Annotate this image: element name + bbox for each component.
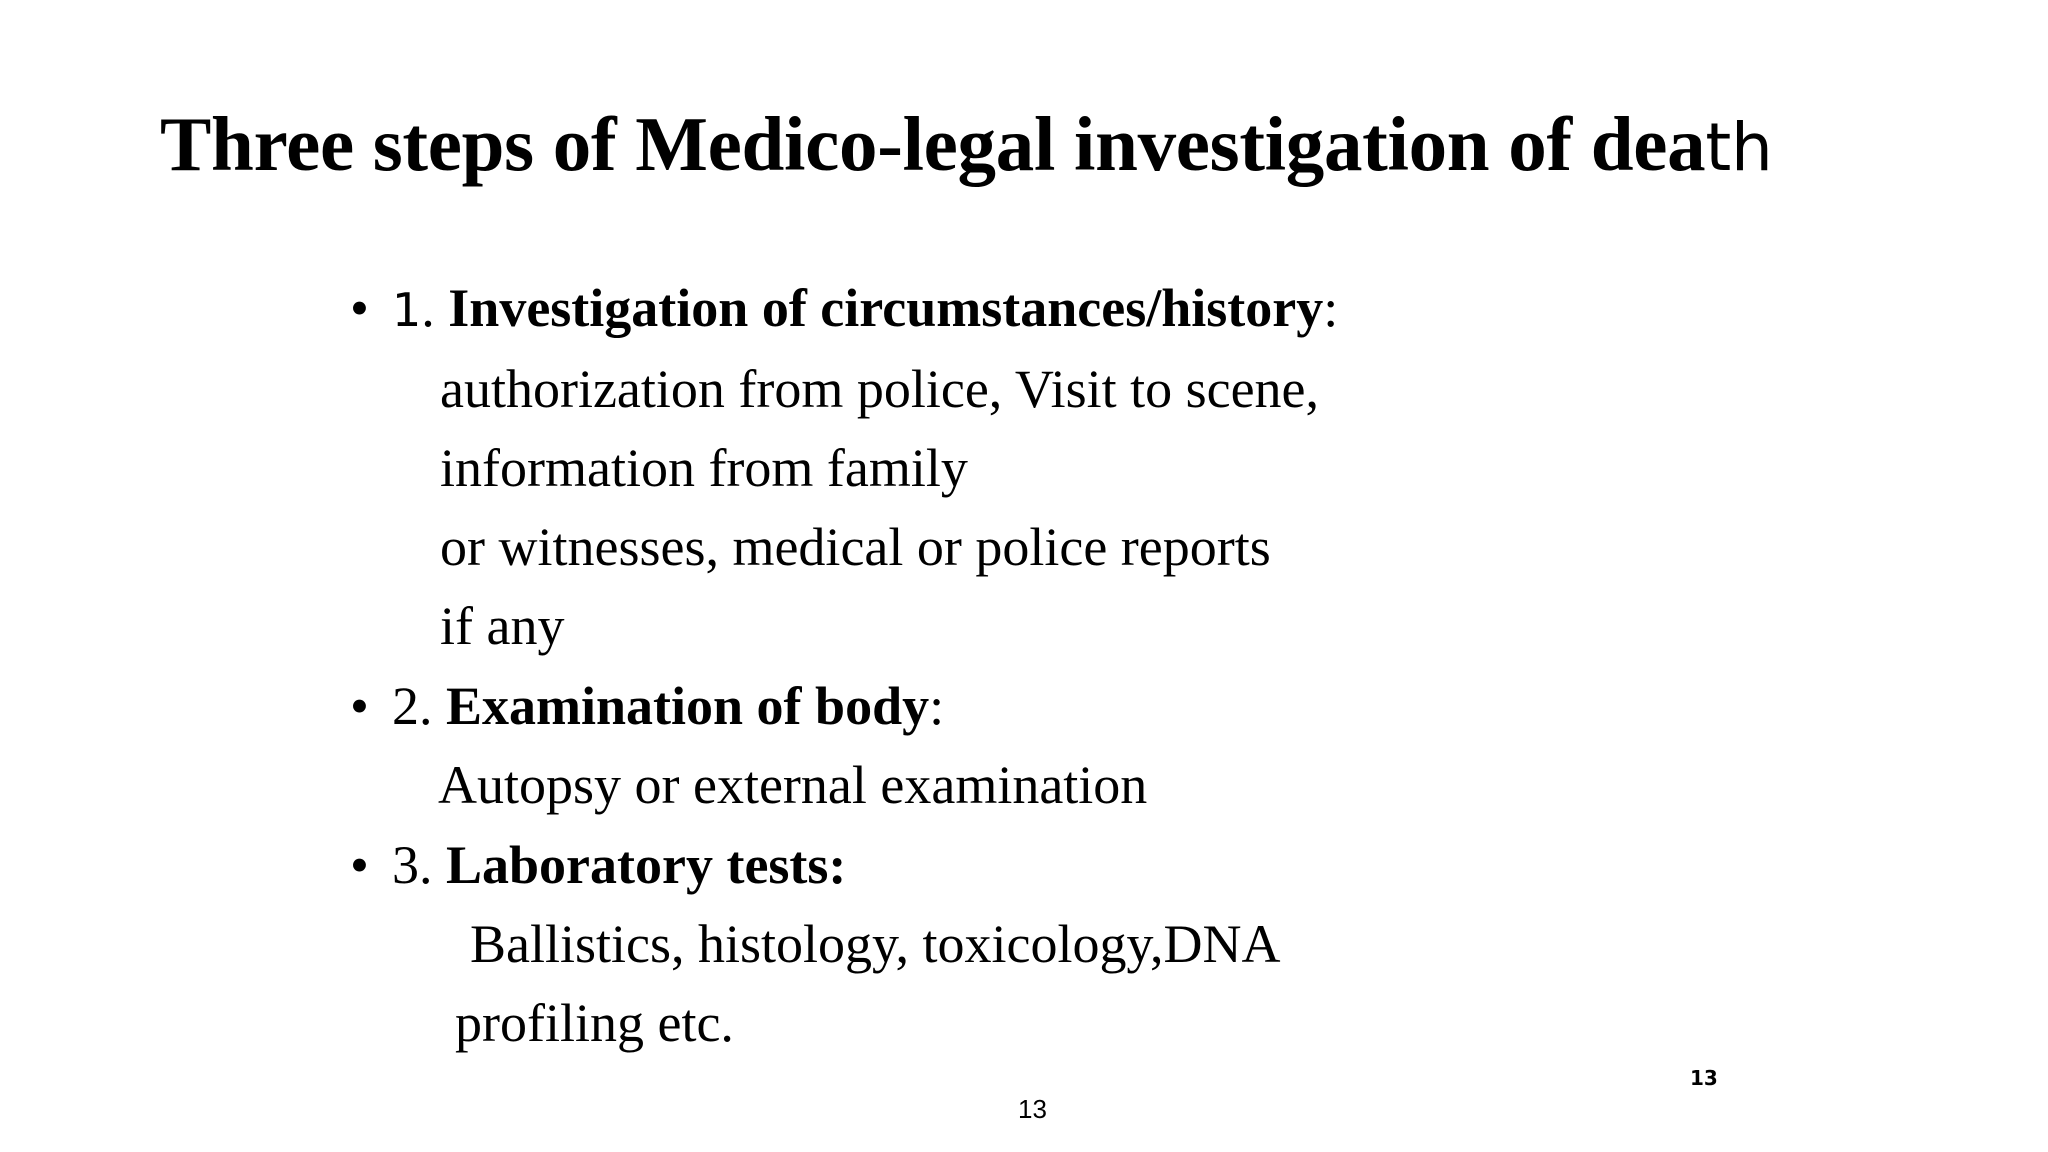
bullet-number-2: 2.	[392, 676, 433, 736]
bullet-number-1: 1	[392, 283, 422, 337]
bullet-heading-1	[392, 268, 1850, 350]
bullet-1-line-1: authorization from police, Visit to scene,	[440, 359, 1320, 419]
bullet-heading-text-2: Examination of body	[446, 676, 930, 736]
bullet-item-2	[350, 666, 1850, 746]
bullet-2-line-1: Autopsy or external examination	[438, 755, 1148, 815]
bullet-3-line-2: profiling etc.	[455, 993, 734, 1053]
bullet-colon-2: :	[929, 676, 945, 736]
slide-title-tail: th	[1705, 109, 1773, 186]
bullet-1-line-2: information from family	[440, 438, 968, 498]
slide-title-main: Three steps of Medico-legal investigation of dea	[160, 101, 1706, 187]
bullet-heading-2	[392, 666, 1850, 746]
bullet-1-line-3: or witnesses, medical or police reports	[440, 517, 1271, 577]
bullet-item-1	[350, 268, 1850, 350]
bullet-dot-icon: •	[350, 676, 369, 736]
bullet-item-3	[350, 825, 1850, 905]
bullet-heading-text-3: Laboratory tests:	[446, 835, 847, 895]
bullet-number-separator-1: .	[421, 278, 435, 338]
bullet-1-line-4: if any	[440, 596, 565, 656]
bullet-dot-icon: •	[350, 278, 369, 338]
page-number-right: 13	[1690, 1066, 1718, 1090]
bullet-colon-1: :	[1323, 278, 1339, 338]
slide-title	[160, 102, 1773, 187]
bullet-heading-text-1: Investigation of circumstances/history	[448, 278, 1324, 338]
bullet-3-line-1: Ballistics, histology, toxicology,DNA	[470, 914, 1281, 974]
bullet-list	[350, 268, 1850, 1063]
bullet-heading-3	[392, 825, 1850, 905]
page-number-center: 13	[1018, 1094, 1047, 1124]
bullet-dot-icon: •	[350, 835, 369, 895]
bullet-number-3: 3.	[392, 835, 433, 895]
